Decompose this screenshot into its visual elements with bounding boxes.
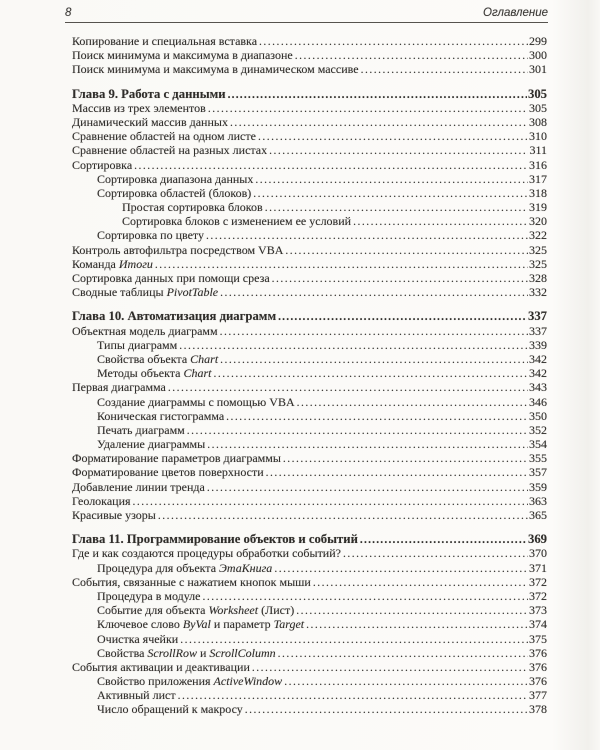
toc-row — [72, 101, 547, 115]
toc-entry-title: Объектная модель диаграмм — [72, 323, 218, 338]
toc-row — [72, 660, 547, 674]
toc-entry-title: Активный лист — [97, 688, 176, 703]
toc-entry-title: Сводные таблицы PivotTable — [72, 285, 219, 300]
toc-row — [72, 338, 547, 352]
dot-leader — [285, 243, 528, 258]
toc-row — [72, 186, 547, 200]
toc-row — [72, 324, 547, 338]
toc-entry-title: Сортировка блоков с изменением ее условий — [122, 214, 352, 229]
toc-row — [72, 214, 547, 228]
toc-entry-title: Красивые узоры — [72, 508, 156, 522]
toc-entry-title: Сортировка — [72, 157, 133, 172]
toc-entry-title: Печать диаграмм — [97, 422, 185, 437]
toc-entry-title: Удаление диаграммы — [97, 437, 206, 452]
toc-entry-page: 342 — [529, 351, 547, 366]
toc-entry-page: 301 — [529, 62, 547, 77]
toc-entry-page: 317 — [529, 171, 547, 186]
toc-row — [72, 271, 547, 285]
toc-entry-title: Сортировка диапазона данных — [97, 171, 254, 186]
dot-leader — [220, 285, 528, 300]
toc-entry-title: Свойства ScrollRow и ScrollColumn — [97, 645, 276, 660]
dot-leader — [259, 34, 528, 49]
toc-entry-page: 359 — [529, 479, 547, 494]
toc-entry-page: 375 — [529, 631, 547, 646]
toc-row — [72, 243, 547, 257]
dot-leader — [220, 324, 528, 339]
toc-entry-page: 339 — [529, 337, 547, 352]
toc-entry-title: Команда Итоги — [72, 256, 153, 271]
toc-row — [72, 546, 547, 560]
toc-row — [72, 143, 547, 157]
toc-entry-page: 332 — [529, 285, 547, 300]
toc-chapter-row — [72, 532, 547, 546]
toc-entry-title: Создание диаграммы с помощью VBA — [97, 394, 295, 409]
toc-entry-title: Процедура для объекта ЭтаКнига — [97, 560, 273, 575]
dot-leader — [133, 494, 528, 509]
toc-row — [72, 158, 547, 172]
dot-leader — [158, 508, 528, 523]
toc-entry-title: Глава 9. Работа с данными — [72, 86, 226, 101]
toc-row — [72, 617, 547, 631]
toc-entry-title: События, связанные с нажатием кнопок мыши — [72, 574, 311, 589]
toc-entry-page: 374 — [529, 617, 547, 632]
toc-entry-title: Добавление линии тренда — [72, 479, 205, 494]
toc-entry-page: 376 — [529, 674, 547, 689]
toc-entry-title: Сортировка по цвету — [97, 228, 205, 243]
dot-leader — [178, 688, 528, 703]
toc-entry-title: Сравнение областей на разных листах — [72, 143, 268, 158]
toc-row — [72, 228, 547, 242]
toc-entry-title: Копирование и специальная вставка — [72, 34, 258, 48]
header-title: Оглавление — [483, 7, 548, 19]
toc-entry-page: 346 — [529, 394, 547, 409]
toc-entry-page: 342 — [529, 366, 547, 381]
toc-entry-page: 308 — [529, 114, 547, 129]
dot-leader — [252, 660, 528, 675]
toc-entry-page: 319 — [529, 200, 547, 215]
dot-leader — [208, 101, 528, 116]
dot-leader — [214, 366, 529, 381]
dot-leader — [179, 338, 528, 353]
toc-entry-page: 311 — [529, 143, 547, 158]
toc-entry-page: 305 — [529, 100, 547, 115]
toc-entry-page: 357 — [529, 465, 547, 480]
toc-entry-page: 377 — [529, 688, 547, 703]
dot-leader — [283, 451, 528, 466]
toc-entry-page: 350 — [529, 408, 547, 423]
toc-row — [72, 352, 547, 366]
dot-leader — [155, 257, 528, 272]
dot-leader — [278, 309, 527, 324]
toc-row — [72, 285, 547, 299]
toc-row — [72, 409, 547, 423]
toc-entry-title: Простая сортировка блоков — [122, 200, 263, 215]
toc-row — [72, 366, 547, 380]
dot-leader — [266, 465, 528, 480]
toc-entry-title: Глава 10. Автоматизация диаграмм — [72, 309, 277, 324]
toc-entry-page: 378 — [529, 702, 547, 717]
dot-leader — [278, 646, 528, 661]
toc-row — [72, 380, 547, 394]
toc-entry-title: Процедура в модуле — [97, 588, 201, 603]
dot-leader — [360, 532, 527, 547]
toc-entry-title: Поиск минимума и максимума в динамическом массиве — [72, 62, 359, 77]
toc-row — [72, 465, 547, 479]
toc-entry-title: Сортировка данных при помощи среза — [72, 271, 270, 285]
toc-row — [72, 632, 547, 646]
toc-entry-page: 352 — [529, 422, 547, 437]
toc-row — [72, 575, 547, 589]
toc-entry-page: 354 — [529, 437, 547, 452]
toc-entry-page: 320 — [529, 214, 547, 229]
toc-entry-title: Первая диаграмма — [72, 380, 166, 395]
toc-row — [72, 561, 547, 575]
dot-leader — [206, 228, 528, 243]
toc-entry-title: Свойства объекта Chart — [97, 351, 219, 366]
dot-leader — [220, 352, 528, 367]
toc-list — [72, 34, 547, 717]
dot-leader — [187, 423, 528, 438]
toc-entry-title: Очистка ячейки — [97, 631, 179, 646]
toc-row — [72, 702, 547, 716]
toc-entry-title: Сортировка областей (блоков) — [97, 185, 252, 200]
dot-leader — [168, 380, 528, 395]
toc-row — [72, 34, 547, 48]
dot-leader — [284, 674, 528, 689]
toc-entry-page: 316 — [529, 157, 547, 172]
page-header — [65, 7, 548, 23]
dot-leader — [269, 143, 528, 158]
toc-entry-title: Динамический массив данных — [72, 114, 228, 129]
dot-leader — [203, 589, 529, 604]
dot-leader — [296, 603, 528, 618]
dot-leader — [272, 271, 528, 286]
toc-row — [72, 62, 547, 76]
toc-entry-page: 325 — [529, 256, 547, 271]
toc-entry-title: Массив из трех элементов — [72, 100, 206, 115]
toc-entry-page: 310 — [529, 129, 547, 144]
toc-row — [72, 603, 547, 617]
toc-row — [72, 395, 547, 409]
dot-leader — [134, 158, 528, 173]
toc-entry-title: Событие для объекта Worksheet (Лист) — [97, 603, 295, 618]
toc-entry-page: 305 — [527, 86, 547, 101]
toc-entry-page: 300 — [529, 48, 547, 63]
toc-row — [72, 129, 547, 143]
toc-row — [72, 674, 547, 688]
toc-entry-title: Контроль автофильтра посредством VBA — [72, 242, 284, 257]
toc-entry-page: 372 — [529, 574, 547, 589]
toc-entry-title: Глава 11. Программирование объектов и событий — [72, 532, 358, 547]
toc-row — [72, 508, 547, 522]
toc-entry-page: 299 — [529, 34, 547, 48]
dot-leader — [245, 702, 528, 717]
toc-entry-page: 337 — [529, 323, 547, 338]
toc-entry-page: 365 — [529, 508, 547, 522]
toc-entry-title: Число обращений к макросу — [97, 702, 243, 717]
toc-entry-page: 376 — [529, 659, 547, 674]
toc-entry-title: Поиск минимума и максимума в диапазоне — [72, 48, 293, 63]
toc-entry-page: 376 — [529, 645, 547, 660]
dot-leader — [207, 480, 528, 495]
toc-row — [72, 48, 547, 62]
toc-entry-page: 318 — [529, 185, 547, 200]
dot-leader — [306, 617, 528, 632]
toc-entry-page: 322 — [529, 228, 547, 243]
dot-leader — [255, 172, 528, 187]
toc-row — [72, 646, 547, 660]
toc-entry-title: Где и как создаются процедуры обработки событий? — [72, 546, 341, 561]
dot-leader — [265, 200, 528, 215]
toc-entry-title: Коническая гистограмма — [97, 408, 225, 423]
toc-entry-page: 373 — [529, 603, 547, 618]
toc-entry-title: События активации и деактивации — [72, 659, 250, 674]
toc-chapter-row — [72, 309, 547, 323]
dot-leader — [353, 214, 528, 229]
toc-entry-title: Форматирование цветов поверхности — [72, 465, 264, 480]
toc-entry-title: Сравнение областей на одном листе — [72, 129, 256, 144]
toc-entry-page: 328 — [529, 271, 547, 285]
dot-leader — [297, 395, 528, 410]
toc-entry-page: 371 — [529, 560, 547, 575]
toc-row — [72, 688, 547, 702]
toc-row — [72, 423, 547, 437]
dot-leader — [343, 546, 528, 561]
toc-row — [72, 589, 547, 603]
toc-entry-title: Геолокация — [72, 493, 131, 508]
toc-row — [72, 494, 547, 508]
toc-entry-page: 372 — [529, 588, 547, 603]
dot-leader — [226, 409, 528, 424]
toc-row — [72, 437, 547, 451]
toc-entry-page: 337 — [527, 309, 547, 324]
toc-row — [72, 451, 547, 465]
dot-leader — [207, 437, 528, 452]
dot-leader — [258, 129, 528, 144]
toc-chapter-row — [72, 87, 547, 101]
toc-entry-page: 343 — [529, 380, 547, 395]
dot-leader — [295, 48, 528, 63]
dot-leader — [228, 87, 527, 102]
toc-entry-title: Ключевое слово ByVal и параметр Target — [97, 617, 305, 632]
page-number: 8 — [65, 7, 72, 19]
toc-entry-title: Свойство приложения ActiveWindow — [97, 674, 283, 689]
toc-row — [72, 172, 547, 186]
toc-row — [72, 480, 547, 494]
toc-entry-page: 355 — [529, 451, 547, 466]
dot-leader — [180, 632, 528, 647]
dot-leader — [230, 115, 528, 130]
dot-leader — [274, 561, 528, 576]
toc-entry-title: Методы объекта Chart — [97, 366, 212, 381]
toc-row — [72, 200, 547, 214]
toc-entry-title: Типы диаграмм — [97, 337, 178, 352]
dot-leader — [253, 186, 528, 201]
toc-entry-page: 363 — [529, 493, 547, 508]
toc-row — [72, 257, 547, 271]
toc-entry-page: 369 — [527, 532, 547, 547]
toc-entry-page: 325 — [529, 242, 547, 257]
dot-leader — [313, 575, 528, 590]
dot-leader — [361, 62, 528, 77]
toc-entry-title: Форматирование параметров диаграммы — [72, 451, 281, 466]
toc-entry-page: 370 — [529, 546, 547, 561]
toc-row — [72, 115, 547, 129]
